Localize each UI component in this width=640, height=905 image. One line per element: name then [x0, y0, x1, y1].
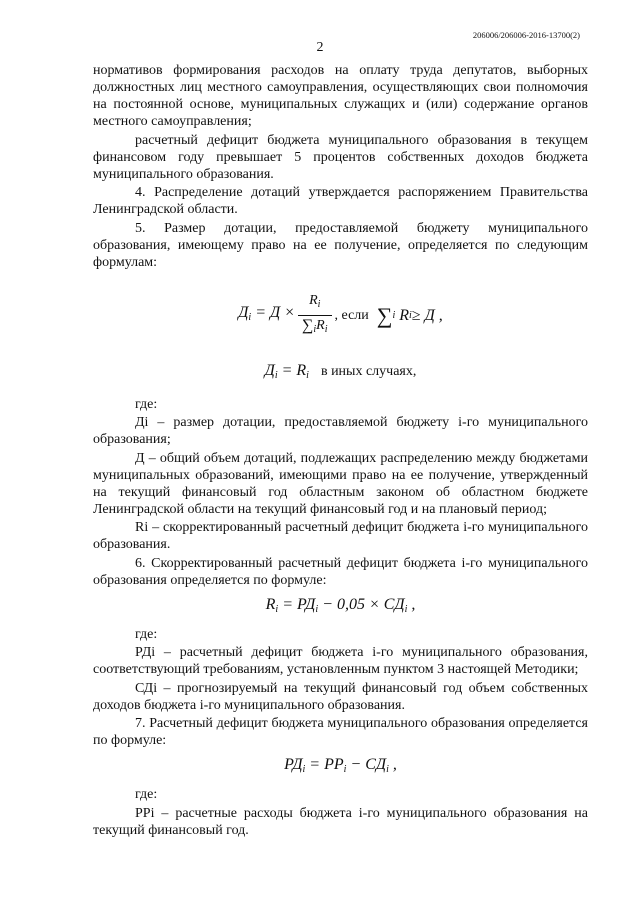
paragraph: РДi – расчетный дефицит бюджета i-го муниципального образования, соответствующий требованиям, установленным пунктом 3 настоящей Методики;	[93, 645, 588, 677]
formula-dotation-main: $Д_i = Д$ × $\frac{R_i}{\sum_iR_i}$ , если ∑ i R i ≥ Д ,	[93, 279, 588, 353]
page-number: 2	[316, 40, 324, 55]
where-label: где:	[135, 787, 158, 802]
document-id: 206006/206006-2016-13700(2)	[472, 30, 580, 40]
document-body	[93, 62, 588, 840]
paragraph: 4. Распределение дотаций утверждается распоряжением Правительства Ленинградской области.	[93, 185, 588, 217]
formula-else-text: в иных случаях,	[320, 363, 417, 379]
paragraph: СДi – прогнозируемый на текущий финансовый год объем собственных доходов бюджета i-го муниципального образования.	[93, 680, 588, 713]
paragraph: 5. Размер дотации, предоставляемой бюджету муниципального образования, имеющему право на ее получение, определяется по следующим формулам:	[93, 220, 588, 270]
paragraph: Дi – размер дотации, предоставляемой бюджету i-го муниципального образования;	[93, 415, 588, 447]
formula-corrected-deficit: $R_i = РД_i - 0,05 \times СД_i$ ,	[265, 595, 416, 615]
formula-dotation-else: $Д_i = R_i$ в иных случаях,	[264, 361, 417, 381]
fraction: $\frac{R_i}{\sum_iR_i}$	[298, 291, 332, 340]
where-label: где:	[135, 396, 158, 412]
paragraph: Ri – скорректированный расчетный дефицит бюджета i-го муниципального образования.	[93, 520, 588, 552]
paragraph: расчетный дефицит бюджета муниципального образования в текущем финансовом году превышает 5 процентов собственных доходов бюджета муниципального образования.	[93, 132, 588, 182]
formula-calculated-deficit: $РД_i = РР_i - СД_i$ ,	[284, 756, 397, 775]
paragraph: нормативов формирования расходов на оплату труда депутатов, выборных должностных лиц местного самоуправления, осуществляющих свои полномочия на постоянной основе, муниципальных служащих и (или) содержание органов местного самоуправления;	[93, 63, 588, 129]
formula-condition-text: , если	[334, 307, 369, 323]
where-label: где:	[135, 626, 158, 642]
paragraph: Д – общий объем дотаций, подлежащих распределению между бюджетами муниципальных образований, имеющими право на ее получение, утвержденный на текущий финансовый год областным законом об областном бюджете Ленинградской области на текущий финансовый год и на плановый период;	[93, 450, 588, 517]
paragraph: 6. Скорректированный расчетный дефицит бюджета i-го муниципального образования определяется по формуле:	[93, 555, 588, 588]
paragraph: РРi – расчетные расходы бюджета i-го муниципального образования на текущий финансовый год.	[93, 805, 588, 838]
paragraph: 7. Расчетный дефицит бюджета муниципального образования определяется по формуле:	[93, 716, 588, 748]
